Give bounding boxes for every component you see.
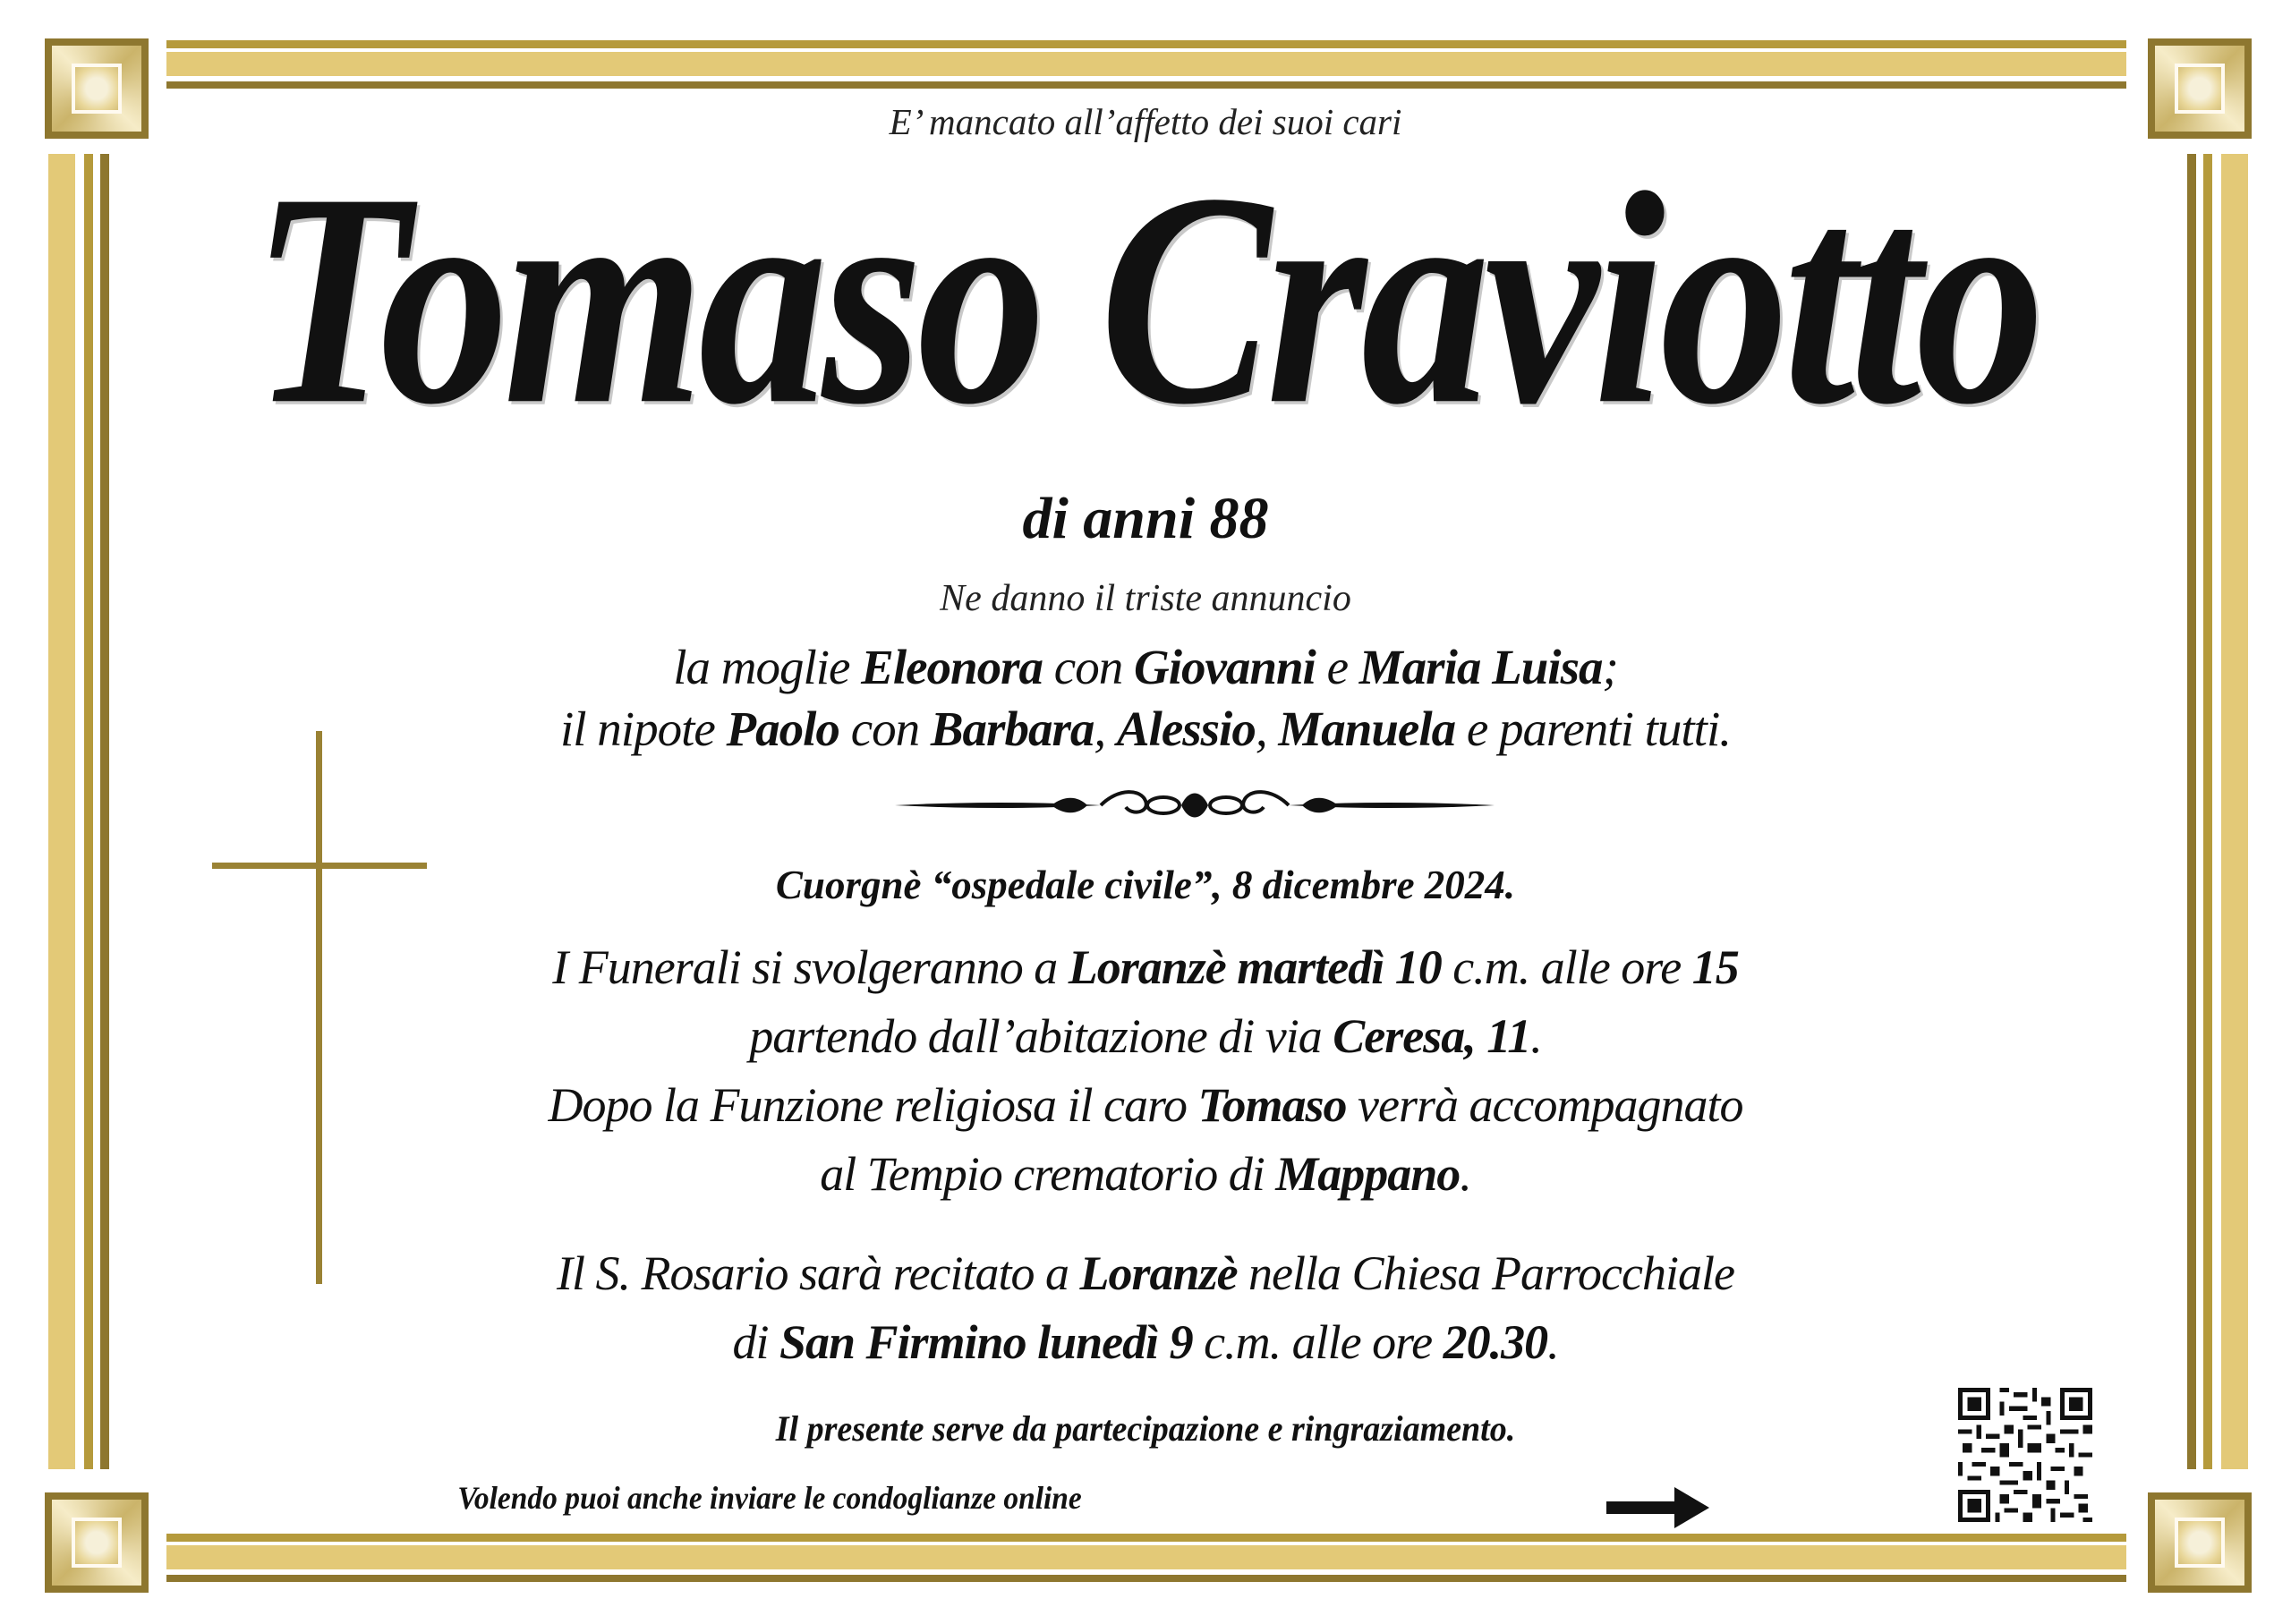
frame-bottom-bar: [166, 1534, 2126, 1586]
text-run: partendo dall’abitazione di via: [749, 1009, 1333, 1063]
funeral-line-3: [0, 1077, 2291, 1133]
family-line-1: [0, 639, 2291, 695]
arrow-right-icon[interactable]: [1606, 1487, 1709, 1528]
funeral-hour: 15: [1691, 940, 1739, 994]
text-run: ,: [1094, 701, 1117, 756]
funeral-line-1: [0, 940, 2291, 995]
announcement-lead: Ne danno il triste annuncio: [940, 578, 1351, 619]
text-run: e: [1315, 640, 1359, 694]
crematorium-place: Mappano: [1275, 1147, 1461, 1201]
frame-top-bar: [166, 40, 2126, 92]
name-paolo: Paolo: [726, 701, 839, 756]
thanks-note: Il presente serve da partecipazione e ringraziamento.: [775, 1408, 1516, 1449]
intro-text: E’ mancato all’affetto dei suoi cari: [889, 101, 1402, 142]
text-run: Dopo la Funzione religiosa il caro: [548, 1078, 1198, 1132]
text-run: al Tempio crematorio di: [820, 1147, 1276, 1201]
text-run: il nipote: [560, 701, 727, 756]
name-tomaso: Tomaso: [1197, 1078, 1347, 1132]
text-run: con: [1043, 640, 1134, 694]
funeral-address: Ceresa, 11: [1333, 1009, 1531, 1063]
rosary-hour: 20.30: [1443, 1315, 1548, 1369]
text-run: I Funerali si svolgeranno a: [552, 940, 1069, 994]
text-run: nella Chiesa Parrocchiale: [1237, 1246, 1734, 1300]
text-run: di: [732, 1315, 779, 1369]
name-giovanni: Giovanni: [1133, 640, 1316, 694]
name-maria-luisa: Maria Luisa: [1358, 640, 1603, 694]
funeral-line-2: [0, 1008, 2291, 1064]
online-condolences-note: Volendo puoi anche inviare le condoglianze online: [457, 1480, 1082, 1516]
name-alessio: Alessio: [1116, 701, 1256, 756]
text-run: con: [839, 701, 931, 756]
funeral-place-day: Loranzè martedì 10: [1068, 940, 1442, 994]
text-run: ,: [1255, 701, 1279, 756]
death-place-date: Cuorgnè “ospedale civile”, 8 dicembre 2024.: [775, 863, 1516, 907]
rosary-line-1: [0, 1246, 2291, 1301]
name-barbara: Barbara: [930, 701, 1094, 756]
flourish-divider-icon: [895, 778, 1495, 832]
family-line-2: [0, 701, 2291, 757]
age-line: di anni 88: [1022, 486, 1269, 551]
name-eleonora: Eleonora: [861, 640, 1043, 694]
frame-corner-bottom-right: [2148, 1492, 2252, 1593]
text-run: verrà accompagnato: [1346, 1078, 1743, 1132]
rosary-church-day: San Firmino lunedì 9: [779, 1315, 1193, 1369]
text-run: .: [1530, 1009, 1542, 1063]
text-run: e parenti tutti.: [1455, 701, 1731, 756]
text-run: ;: [1602, 640, 1618, 694]
text-run: la moglie: [673, 640, 862, 694]
text-run: .: [1547, 1315, 1559, 1369]
rosary-place: Loranzè: [1079, 1246, 1238, 1300]
funeral-line-4: [0, 1146, 2291, 1202]
name-manuela: Manuela: [1278, 701, 1456, 756]
deceased-name: Tomaso Craviotto: [251, 131, 2040, 468]
text-run: .: [1460, 1147, 1471, 1201]
text-run: Il S. Rosario sarà recitato a: [557, 1246, 1080, 1300]
text-run: c.m. alle ore: [1441, 940, 1692, 994]
text-run: c.m. alle ore: [1192, 1315, 1444, 1369]
rosary-line-2: [0, 1314, 2291, 1370]
qr-code-icon[interactable]: [1958, 1388, 2092, 1522]
